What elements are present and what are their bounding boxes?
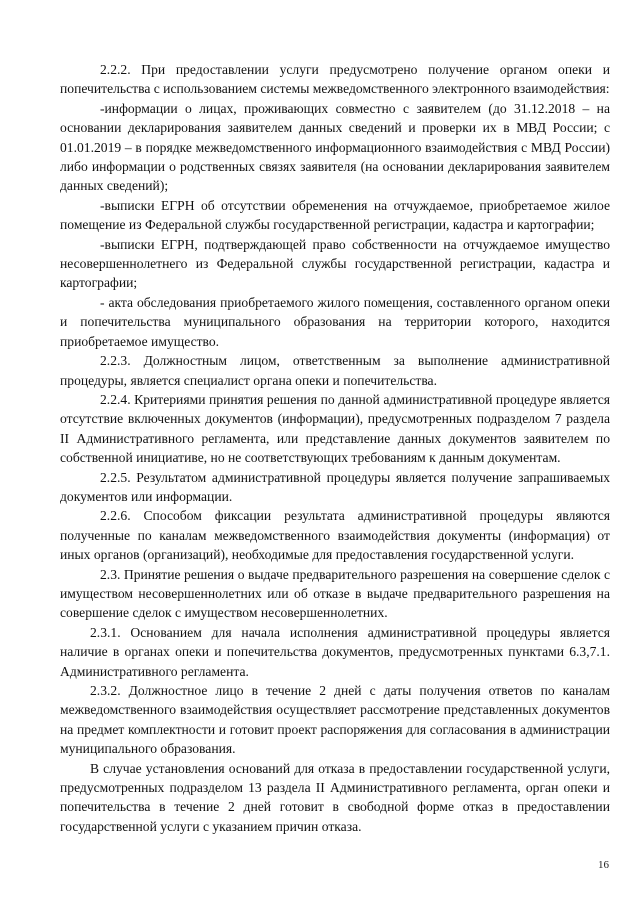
paragraph-2-2-4: 2.2.4. Критериями принятия решения по данной административной процедуре является отсутствие включенных документов (информации), предусмотренных подразделом 7 раздела II Административного регламента, или представление данных документов заявителем по собственной инициативе, но не соответствующих требованиям к данным документам. xyxy=(60,391,610,466)
list-item-housing-inspection-act: - акта обследования приобретаемого жилого помещения, составленного органом опеки и попечительства муниципального образования на территории которого, находится приобретаемое имущество. xyxy=(60,294,610,349)
list-item-cohabitants-info: -информации о лицах, проживающих совместно с заявителем (до 31.12.2018 – на основании декларирования заявителем данных сведений и проверки их в МВД России; с 01.01.2019 – в порядке межведомственного информационного взаимодействия с МВД России) либо информации о родственных связях заявителя (на основании декларирования заявителем данных сведений); xyxy=(60,100,610,194)
paragraph-2-2-5: 2.2.5. Результатом административной процедуры является получение запрашиваемых документов или информации. xyxy=(60,469,610,504)
list-item-egrn-encumbrance-extract: -выписки ЕГРН об отсутствии обременения на отчуждаемое, приобретаемое жилое помещение из Федеральной службы государственной регистрации, кадастра и картографии; xyxy=(60,197,610,233)
paragraph-2-2-2: 2.2.2. При предоставлении услуги предусмотрено получение органом опеки и попечительства с использованием системы межведомственного электронного взаимодействия: xyxy=(60,62,610,97)
paragraph-2-3-1: 2.3.1. Основанием для начала исполнения административной процедуры является наличие в органах опеки и попечительства документов, предусмотренных пунктами 6.3,7.1. Административного регламента. xyxy=(60,624,610,679)
paragraph-2-2-3: 2.2.3. Должностным лицом, ответственным за выполнение административной процедуры, является специалист органа опеки и попечительства. xyxy=(60,353,610,388)
document-body xyxy=(60,60,610,836)
paragraph-2-3: 2.3. Принятие решения о выдаче предварительного разрешения на совершение сделок с имуществом несовершеннолетних или об отказе в выдаче предварительного разрешения на совершение сделок с имуществом несовершеннолетних. xyxy=(60,566,610,621)
paragraph-2-3-2: 2.3.2. Должностное лицо в течение 2 дней с даты получения ответов по каналам межведомственного взаимодействия осуществляет рассмотрение представленных документов на предмет комплектности и готовит проект распоряжения для согласования в администрации муниципального образования. xyxy=(60,683,610,757)
page-number: 16 xyxy=(598,859,609,871)
list-item-egrn-ownership-extract: -выписки ЕГРН, подтверждающей право собственности на отчуждаемое имущество несовершеннолетнего из Федеральной службы государственной регистрации, кадастра и картографии; xyxy=(60,236,610,291)
paragraph-refusal-case: В случае установления оснований для отказа в предоставлении государственной услуги, предусмотренных подразделом 13 раздела II Административного регламента, орган опеки и попечительства в течение 2 дней готовит в свободной форме отказ в предоставлении государственной услуги с указанием причин отказа. xyxy=(60,760,610,834)
paragraph-2-2-6: 2.2.6. Способом фиксации результата административной процедуры являются полученные по каналам межведомственного взаимодействия документы (информация) от иных органов (организаций), необходимые для предоставления государственной услуги. xyxy=(60,508,610,563)
